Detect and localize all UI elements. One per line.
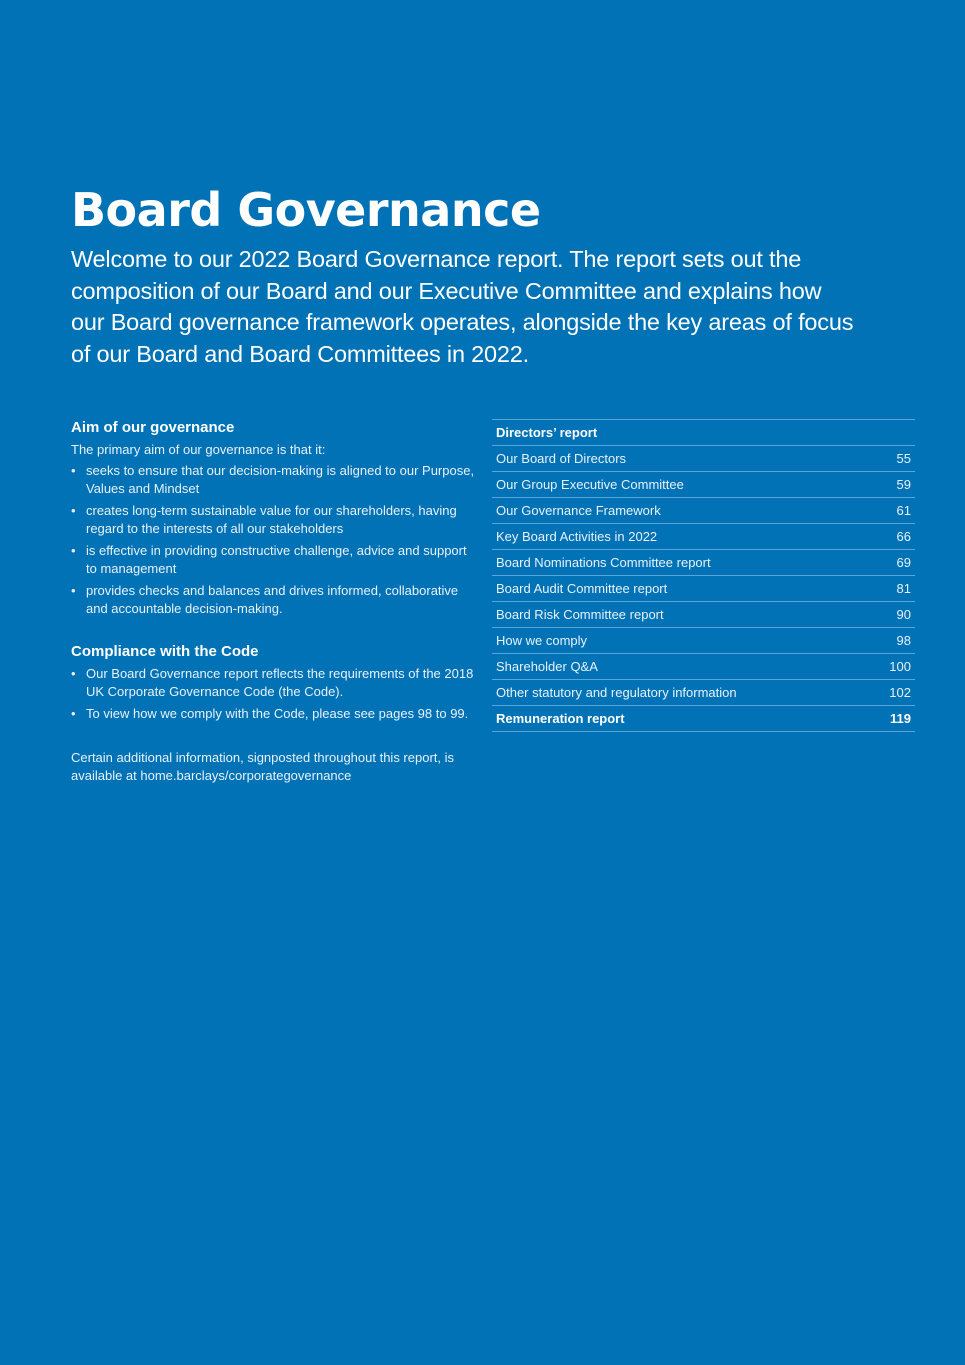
toc-label: Board Audit Committee report	[496, 581, 668, 596]
list-item	[71, 665, 476, 701]
compliance-heading: Compliance with the Code	[71, 643, 259, 660]
toc-page: 81	[896, 581, 911, 596]
toc-label: Other statutory and regulatory information	[496, 685, 737, 700]
bullet-icon: •	[71, 463, 76, 478]
toc-page: 66	[896, 529, 911, 544]
toc-page: 59	[896, 477, 911, 492]
toc-row-audit-committee[interactable]	[492, 576, 915, 602]
toc-header-label: Directors’ report	[496, 425, 598, 440]
aim-item-text: seeks to ensure that our decision-making is aligned to our Purpose, Values and Mindset	[86, 463, 475, 496]
toc-label: Key Board Activities in 2022	[496, 529, 658, 544]
toc-row-remuneration-report[interactable]	[492, 706, 915, 732]
toc-label: Our Board of Directors	[496, 451, 627, 466]
toc-page: 98	[896, 633, 911, 648]
left-column	[71, 418, 476, 788]
toc-page: 119	[890, 711, 911, 726]
bullet-icon: •	[71, 503, 76, 518]
toc-label: Shareholder Q&A	[496, 659, 598, 674]
list-item	[71, 542, 476, 578]
toc-page: 102	[889, 685, 911, 700]
toc-row-key-board-activities[interactable]	[492, 524, 915, 550]
toc-row-shareholder-qa[interactable]	[492, 654, 915, 680]
toc-row-governance-framework[interactable]	[492, 498, 915, 524]
toc-page: 69	[896, 555, 911, 570]
toc-row-group-executive-committee[interactable]	[492, 472, 915, 498]
list-item	[71, 462, 476, 498]
bullet-icon: •	[71, 706, 76, 721]
aim-list	[71, 462, 476, 618]
toc-header	[492, 420, 915, 446]
toc-label: Board Risk Committee report	[496, 607, 664, 622]
toc-row-nominations-committee[interactable]	[492, 550, 915, 576]
list-item	[71, 502, 476, 538]
toc-page: 90	[896, 607, 911, 622]
bullet-icon: •	[71, 543, 76, 558]
toc-label: Our Group Executive Committee	[496, 477, 684, 492]
compliance-list	[71, 665, 476, 723]
toc-row-statutory-information[interactable]	[492, 680, 915, 706]
toc-label: Remuneration report	[496, 711, 625, 726]
toc-row-how-we-comply[interactable]	[492, 628, 915, 654]
aim-item-text: provides checks and balances and drives informed, collaborative and accountable decision-making.	[86, 583, 459, 616]
aim-lead: The primary aim of our governance is that it:	[71, 442, 326, 457]
toc-label: Our Governance Framework	[496, 503, 661, 518]
list-item	[71, 705, 476, 723]
intro-paragraph: Welcome to our 2022 Board Governance report. The report sets out the composition of our Board and our Executive Committee and explains how our Board governance framework operates, alongside the key areas of focus of our Board and Board Committees in 2022.	[71, 246, 854, 367]
contents-table	[492, 419, 915, 732]
toc-row-risk-committee[interactable]	[492, 602, 915, 628]
compliance-item-text: Our Board Governance report reflects the requirements of the 2018 UK Corporate Governance Code (the Code).	[86, 666, 474, 699]
compliance-item-text: To view how we comply with the Code, please see pages 98 to 99.	[86, 706, 469, 721]
toc-row-board-of-directors[interactable]	[492, 446, 915, 472]
page-title: Board Governance	[71, 183, 541, 237]
aim-heading: Aim of our governance	[71, 419, 235, 436]
bullet-icon: •	[71, 583, 76, 598]
toc-label: Board Nominations Committee report	[496, 555, 711, 570]
bullet-icon: •	[71, 666, 76, 681]
list-item	[71, 582, 476, 618]
toc-page: 55	[896, 451, 911, 466]
toc-page: 61	[896, 503, 911, 518]
footnote: Certain additional information, signposted throughout this report, is available at home.barclays/corporategovernance	[71, 750, 454, 783]
aim-item-text: creates long-term sustainable value for our shareholders, having regard to the interests of all our stakeholders	[86, 503, 457, 536]
toc-page: 100	[889, 659, 911, 674]
toc-label: How we comply	[496, 633, 588, 648]
aim-item-text: is effective in providing constructive challenge, advice and support to management	[86, 543, 467, 576]
